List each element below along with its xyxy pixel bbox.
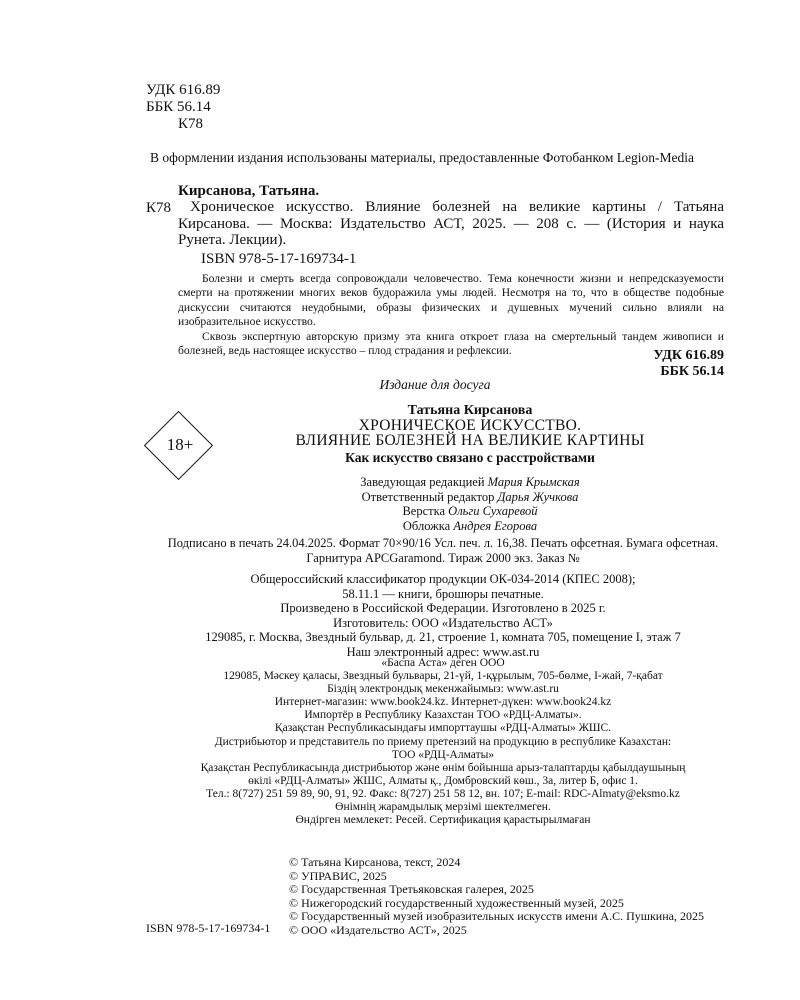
author-heading: Кирсанова, Татьяна.	[178, 183, 320, 199]
book-subtitle: Как искусство связано с расстройствами	[345, 450, 595, 465]
kazakhstan-line: Біздің электрондық мекенжайымыз: www.ast.ru	[327, 683, 559, 696]
bbk-code: ББК 56.14	[146, 99, 211, 115]
udk-code: УДК 616.89	[653, 348, 724, 363]
isbn-bottom: ISBN 978-5-17-169734-1	[146, 921, 271, 935]
kazakhstan-block	[146, 657, 740, 827]
author-sign-side: К78	[146, 200, 172, 216]
staff-line	[220, 504, 720, 519]
bbk-code: ББК 56.14	[660, 364, 724, 379]
isbn-record: ISBN 978-5-17-169734-1	[201, 251, 357, 267]
kazakhstan-line: Қазақстан Республикасындағы импорттаушы «РДЦ-Алматы» ЖШС.	[274, 722, 612, 735]
copyright-line: © УПРАВИС, 2025	[289, 868, 387, 883]
age-rating-badge	[144, 411, 216, 483]
print-info-line: Гарнитура APCGaramond. Тираж 2000 экз. Заказ №	[306, 550, 580, 565]
staff-line	[220, 519, 720, 534]
kazakhstan-line: 129085, Мәскеу қаласы, Звездный бульвары, 21-үй, 1-құрылым, 705-бөлме, I-жай, 7-қабат	[223, 670, 663, 683]
kazakhstan-line: Қазақстан Республикасында дистрибьютор және өнім бойынша арыз-талаптарды қабылдаушының	[200, 761, 686, 774]
kazakhstan-line: Интернет-магазин: www.book24.kz. Интернет-дүкен: www.book24.kz	[274, 696, 612, 709]
copyright-line: © ООО «Издательство АСТ», 2025	[289, 922, 467, 937]
classifier-line: 129085, г. Москва, Звездный бульвар, д. 21, строение 1, комната 705, помещение I, этаж 7	[205, 630, 681, 644]
copyright-line: © Татьяна Кирсанова, текст, 2024	[289, 855, 461, 869]
classifier-line: Изготовитель: ООО «Издательство АСТ»	[333, 615, 553, 630]
staff-line	[220, 475, 720, 490]
kazakhstan-line: Өндірген мемлекет: Ресей. Сертификация қарастырылмаған	[295, 814, 591, 827]
staff-name: Мария Крымская	[487, 475, 580, 489]
classifier-line: Произведено в Российской Федерации. Изготовлено в 2025 г.	[280, 601, 606, 615]
classifier-line: 58.11.1 — книги, брошюры печатные.	[342, 586, 544, 601]
kazakhstan-line: Импортёр в Республику Казахстан ТОО «РДЦ-Алматы».	[304, 709, 582, 722]
title-block	[220, 403, 720, 467]
staff-name: Дарья Жучкова	[497, 489, 579, 504]
bibliographic-record	[178, 199, 724, 249]
leisure-note: Издание для досуга	[379, 377, 491, 392]
copyright-line: © Государственная Третьяковская галерея, 2025	[289, 882, 534, 896]
kazakhstan-line: Дистрибьютор и представитель по приему претензий на продукцию в республике Казахстан:	[214, 735, 672, 748]
udk-code: УДК 616.89	[146, 82, 221, 98]
book-author: Татьяна Кирсанова	[407, 403, 533, 418]
kazakhstan-line: Өнімнің жарамдылық мерзімі шектелмеген.	[335, 801, 551, 814]
kazakhstan-line: «Баспа Аста» деген ООО	[381, 657, 505, 669]
staff-line	[220, 490, 720, 505]
staff-role: Верстка	[402, 504, 446, 518]
author-sign: К78	[178, 116, 204, 132]
staff-role: Заведующая редакцией	[360, 475, 485, 489]
kazakhstan-line: ТОО «РДЦ-Алматы»	[391, 748, 495, 761]
copyright-line: © Государственный музей изобразительных искусств имени А.С. Пушкина, 2025	[289, 909, 704, 923]
classifier-block	[146, 572, 740, 659]
kazakhstan-line: Тел.: 8(727) 251 59 89, 90, 91, 92. Факс: 8(727) 251 58 12, вн. 107; E-mail: RDC-Almaty@eksmo.kz	[206, 787, 680, 800]
classifier-line: Наш электронный адрес: www.ast.ru	[346, 644, 540, 659]
print-info-line: Подписано в печать 24.04.2025. Формат 70×90/16 Усл. печ. л. 16,38. Печать офсетная. Бумага офсетная.	[167, 536, 719, 550]
classifier-line: Общероссийский классификатор продукции ОК-034-2014 (КПЕС 2008);	[250, 572, 636, 586]
udk-bbk-top	[146, 82, 220, 133]
annotation	[178, 272, 724, 358]
annotation-paragraph: Сквозь экспертную авторскую призму эта книга откроет глаза на смертельный тандем живописи и болезней, ведь настоящее искусство – плод страдания и рефлексии.	[178, 329, 724, 358]
kazakhstan-line: өкілі «РДЦ-Алматы» ЖШС, Алматы қ., Домбровский көш., 3а, литер Б, офис 1.	[248, 774, 638, 787]
staff-role: Обложка	[402, 518, 451, 533]
staff-role: Ответственный редактор	[361, 489, 495, 504]
udk-bbk-right	[653, 348, 724, 380]
photo-credit: В оформлении издания использованы материалы, предоставленные Фотобанком Legion-Media	[150, 150, 695, 165]
bibliographic-text: Хроническое искусство. Влияние болезней на великие картины / Татьяна Кирсанова. — Москва: Издательство АСТ, 2025. — 208 с. — (История и наука Рунета. Лекции).	[178, 199, 724, 248]
print-info	[146, 536, 740, 565]
staff-name: Ольги Сухаревой	[448, 504, 538, 518]
copyright-block	[289, 856, 704, 937]
staff-name: Андрея Егорова	[453, 518, 538, 533]
book-title-line: ХРОНИЧЕСКОЕ ИСКУССТВО.	[358, 417, 582, 434]
copyright-line: © Нижегородский государственный художественный музей, 2025	[289, 895, 624, 910]
age-rating-label: 18+	[166, 435, 194, 454]
book-title-line: ВЛИЯНИЕ БОЛЕЗНЕЙ НА ВЕЛИКИЕ КАРТИНЫ	[295, 432, 645, 449]
annotation-paragraph: Болезни и смерть всегда сопровождали человечество. Тема конечности жизни и непредсказуемости смерти на протяжении многих веков будоражила умы людей. Несмотря на то, что в обществе подобные дискуссии считаются неудобными, образы физических и душевных мучений сильно влияли на изобразительное искусство.	[178, 272, 724, 329]
editorial-staff	[220, 475, 720, 533]
